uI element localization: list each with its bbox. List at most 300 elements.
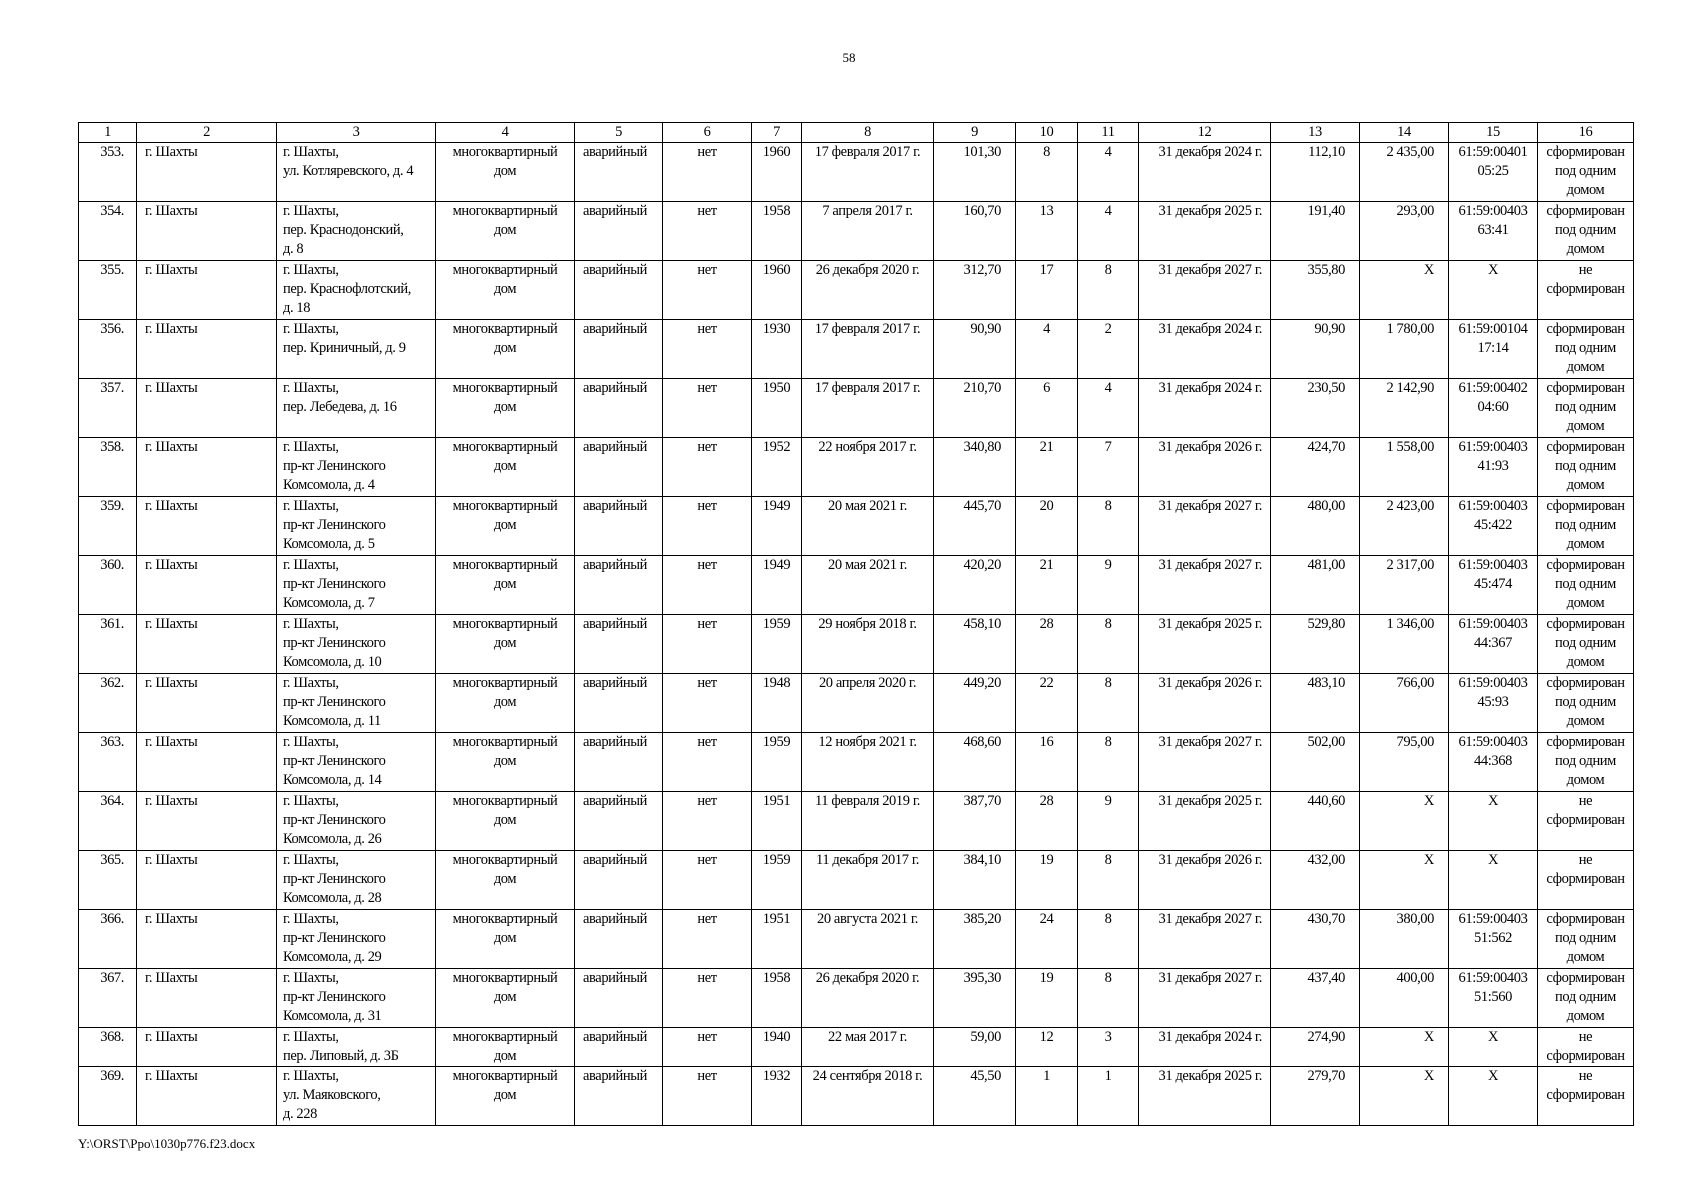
build-year: 1949	[752, 497, 802, 556]
address	[277, 1028, 436, 1067]
building-type-line: дом	[493, 1048, 517, 1064]
header-row	[79, 123, 1634, 143]
column-header-3: 3	[277, 123, 436, 143]
column-header-16: 16	[1538, 123, 1634, 143]
resettlement-deadline: 31 декабря 2025 г.	[1139, 202, 1271, 261]
building-type	[436, 851, 575, 910]
cadastral-number	[1449, 1067, 1538, 1126]
building-type-line: дом	[493, 281, 517, 297]
col-6-value: нет	[663, 202, 752, 261]
condition: аварийный	[575, 1028, 663, 1067]
column-header-8: 8	[802, 123, 934, 143]
resettlement-deadline: 31 декабря 2025 г.	[1139, 1067, 1271, 1126]
address-line: пер. Лебедева, д. 16	[283, 399, 397, 415]
col-6-value: нет	[663, 320, 752, 379]
col-10-value: 8	[1016, 143, 1078, 202]
col-9-value: 160,70	[934, 202, 1016, 261]
cadastral-number-line: 61:59:00403	[1458, 734, 1528, 750]
address	[277, 261, 436, 320]
row-number: 369.	[79, 1067, 137, 1126]
cadastral-number-line: 61:59:00401	[1458, 144, 1528, 160]
address-line: ул. Котляревского, д. 4	[283, 163, 414, 179]
col-13-value: 432,00	[1271, 851, 1360, 910]
col-9-value: 420,20	[934, 556, 1016, 615]
col-6-value: нет	[663, 792, 752, 851]
building-type-line: многоквартирный	[452, 262, 558, 278]
land-status-line: сформирован	[1546, 557, 1625, 573]
land-status-line: домом	[1566, 241, 1605, 257]
table-row	[79, 969, 1634, 1028]
table-body	[79, 143, 1634, 1126]
municipality: г. Шахты	[137, 320, 277, 379]
resettlement-deadline: 31 декабря 2027 г.	[1139, 910, 1271, 969]
col-13-value: 430,70	[1271, 910, 1360, 969]
condition: аварийный	[575, 792, 663, 851]
land-status-line: под одним	[1555, 989, 1616, 1005]
col-9-value: 340,80	[934, 438, 1016, 497]
table-row	[79, 438, 1634, 497]
building-type-line: многоквартирный	[452, 380, 558, 396]
row-number: 358.	[79, 438, 137, 497]
address-line: г. Шахты,	[283, 852, 339, 868]
col-14-value: 795,00	[1360, 733, 1449, 792]
resettlement-deadline: 31 декабря 2027 г.	[1139, 497, 1271, 556]
cadastral-number-line: 45:474	[1474, 576, 1512, 592]
col-6-value: нет	[663, 1067, 752, 1126]
land-status-line: не	[1578, 793, 1593, 809]
municipality: г. Шахты	[137, 1028, 277, 1067]
row-number: 365.	[79, 851, 137, 910]
land-status-line: под одним	[1555, 458, 1616, 474]
row-number: 354.	[79, 202, 137, 261]
building-type-line: многоквартирный	[452, 852, 558, 868]
resettlement-deadline: 31 декабря 2027 г.	[1139, 969, 1271, 1028]
address-line: пр-кт Ленинского	[283, 812, 386, 828]
col-6-value: нет	[663, 497, 752, 556]
cadastral-number-line: 61:59:00403	[1458, 911, 1528, 927]
address	[277, 851, 436, 910]
resettlement-deadline: 31 декабря 2026 г.	[1139, 438, 1271, 497]
table-row	[79, 792, 1634, 851]
land-status-line: сформирован	[1546, 871, 1625, 887]
condition: аварийный	[575, 320, 663, 379]
recognition-date: 12 ноября 2021 г.	[802, 733, 934, 792]
build-year: 1950	[752, 379, 802, 438]
land-status-line: домом	[1566, 536, 1605, 552]
address-line: Комсомола, д. 5	[283, 536, 375, 552]
address-line: Комсомола, д. 11	[283, 713, 381, 729]
row-number: 357.	[79, 379, 137, 438]
column-header-11: 11	[1078, 123, 1139, 143]
municipality: г. Шахты	[137, 497, 277, 556]
col-9-value: 45,50	[934, 1067, 1016, 1126]
recognition-date: 17 февраля 2017 г.	[802, 320, 934, 379]
municipality: г. Шахты	[137, 969, 277, 1028]
col-10-value: 13	[1016, 202, 1078, 261]
row-number: 355.	[79, 261, 137, 320]
resettlement-deadline: 31 декабря 2026 г.	[1139, 851, 1271, 910]
cadastral-number-line: 63:41	[1477, 222, 1509, 238]
land-status	[1538, 969, 1634, 1028]
column-header-4: 4	[436, 123, 575, 143]
col-6-value: нет	[663, 615, 752, 674]
land-status-line: домом	[1566, 418, 1605, 434]
condition: аварийный	[575, 438, 663, 497]
building-type	[436, 910, 575, 969]
col-14-value: 1 780,00	[1360, 320, 1449, 379]
address	[277, 438, 436, 497]
land-status-line: не	[1578, 1068, 1593, 1084]
col-10-value: 28	[1016, 615, 1078, 674]
col-10-value: 20	[1016, 497, 1078, 556]
building-type-line: дом	[493, 812, 517, 828]
col-11-value: 9	[1078, 792, 1139, 851]
address-line: пер. Криничный, д. 9	[283, 340, 406, 356]
address	[277, 143, 436, 202]
cadastral-number-line: 61:59:00403	[1458, 439, 1528, 455]
address-line: г. Шахты,	[283, 675, 339, 691]
column-header-6: 6	[663, 123, 752, 143]
building-type-line: многоквартирный	[452, 203, 558, 219]
col-11-value: 8	[1078, 851, 1139, 910]
building-type-line: дом	[493, 753, 517, 769]
address	[277, 910, 436, 969]
col-10-value: 28	[1016, 792, 1078, 851]
building-type	[436, 969, 575, 1028]
address-line: д. 8	[283, 241, 304, 257]
building-type-line: многоквартирный	[452, 616, 558, 632]
row-number: 367.	[79, 969, 137, 1028]
land-status	[1538, 202, 1634, 261]
building-type	[436, 733, 575, 792]
address	[277, 792, 436, 851]
building-type-line: дом	[493, 399, 517, 415]
building-type	[436, 1028, 575, 1067]
building-type	[436, 143, 575, 202]
footer-file-path: Y:\ORST\Ppo\1030p776.f23.docx	[78, 1136, 256, 1151]
land-status-line: под одним	[1555, 753, 1616, 769]
col-13-value: 191,40	[1271, 202, 1360, 261]
address-line: г. Шахты,	[283, 144, 339, 160]
building-type-line: дом	[493, 871, 517, 887]
col-13-value: 279,70	[1271, 1067, 1360, 1126]
address-line: г. Шахты,	[283, 557, 339, 573]
address	[277, 969, 436, 1028]
condition: аварийный	[575, 1067, 663, 1126]
cadastral-number-line: 04:60	[1477, 399, 1509, 415]
col-14-value: 380,00	[1360, 910, 1449, 969]
recognition-date: 20 августа 2021 г.	[802, 910, 934, 969]
col-10-value: 17	[1016, 261, 1078, 320]
cadastral-number-line: 51:562	[1474, 930, 1512, 946]
address-line: пр-кт Ленинского	[283, 871, 386, 887]
resettlement-deadline: 31 декабря 2024 г.	[1139, 1028, 1271, 1067]
row-number: 360.	[79, 556, 137, 615]
col-6-value: нет	[663, 851, 752, 910]
municipality: г. Шахты	[137, 261, 277, 320]
col-11-value: 8	[1078, 674, 1139, 733]
building-type	[436, 379, 575, 438]
building-type-line: многоквартирный	[452, 1068, 558, 1084]
cadastral-number-line: 61:59:00403	[1458, 616, 1528, 632]
col-10-value: 21	[1016, 556, 1078, 615]
col-13-value: 274,90	[1271, 1028, 1360, 1067]
address-line: пр-кт Ленинского	[283, 517, 386, 533]
land-status-line: не	[1578, 1029, 1593, 1045]
building-type	[436, 202, 575, 261]
address-line: г. Шахты,	[283, 1068, 339, 1084]
land-status	[1538, 497, 1634, 556]
col-11-value: 8	[1078, 261, 1139, 320]
recognition-date: 17 февраля 2017 г.	[802, 143, 934, 202]
cadastral-number-line: X	[1487, 852, 1499, 868]
resettlement-deadline: 31 декабря 2025 г.	[1139, 792, 1271, 851]
col-13-value: 355,80	[1271, 261, 1360, 320]
recognition-date: 26 декабря 2020 г.	[802, 969, 934, 1028]
condition: аварийный	[575, 674, 663, 733]
col-11-value: 8	[1078, 733, 1139, 792]
col-11-value: 8	[1078, 497, 1139, 556]
land-status-line: сформирован	[1546, 812, 1625, 828]
cadastral-number-line: 45:93	[1477, 694, 1509, 710]
address-line: д. 228	[283, 1106, 317, 1122]
cadastral-number-line: X	[1487, 793, 1499, 809]
cadastral-number-line: X	[1487, 1029, 1499, 1045]
building-type-line: дом	[493, 989, 517, 1005]
address	[277, 202, 436, 261]
table-row	[79, 615, 1634, 674]
cadastral-number	[1449, 379, 1538, 438]
col-13-value: 481,00	[1271, 556, 1360, 615]
address-line: д. 18	[283, 300, 311, 316]
land-status-line: домом	[1566, 654, 1605, 670]
land-status	[1538, 320, 1634, 379]
recognition-date: 20 апреля 2020 г.	[802, 674, 934, 733]
recognition-date: 22 мая 2017 г.	[802, 1028, 934, 1067]
col-6-value: нет	[663, 379, 752, 438]
land-status-line: домом	[1566, 949, 1605, 965]
col-10-value: 24	[1016, 910, 1078, 969]
col-6-value: нет	[663, 674, 752, 733]
land-status-line: домом	[1566, 595, 1605, 611]
building-type-line: дом	[493, 635, 517, 651]
col-9-value: 458,10	[934, 615, 1016, 674]
build-year: 1959	[752, 615, 802, 674]
col-11-value: 2	[1078, 320, 1139, 379]
column-header-13: 13	[1271, 123, 1360, 143]
land-status-line: домом	[1566, 1008, 1605, 1024]
municipality: г. Шахты	[137, 143, 277, 202]
col-14-value: 2 435,00	[1360, 143, 1449, 202]
land-status-line: сформирован	[1546, 380, 1625, 396]
address	[277, 320, 436, 379]
municipality: г. Шахты	[137, 910, 277, 969]
col-11-value: 3	[1078, 1028, 1139, 1067]
address-line: Комсомола, д. 4	[283, 477, 375, 493]
building-type-line: дом	[493, 576, 517, 592]
recognition-date: 20 мая 2021 г.	[802, 556, 934, 615]
building-type-line: многоквартирный	[452, 734, 558, 750]
build-year: 1958	[752, 969, 802, 1028]
recognition-date: 17 февраля 2017 г.	[802, 379, 934, 438]
col-10-value: 19	[1016, 969, 1078, 1028]
col-6-value: нет	[663, 556, 752, 615]
building-type	[436, 615, 575, 674]
land-status-line: под одним	[1555, 517, 1616, 533]
land-status-line: домом	[1566, 359, 1605, 375]
column-header-15: 15	[1449, 123, 1538, 143]
col-13-value: 112,10	[1271, 143, 1360, 202]
address-line: пр-кт Ленинского	[283, 753, 386, 769]
address-line: Комсомола, д. 29	[283, 949, 382, 965]
col-11-value: 4	[1078, 379, 1139, 438]
cadastral-number	[1449, 910, 1538, 969]
land-status-line: сформирован	[1546, 970, 1625, 986]
address-line: пр-кт Ленинского	[283, 930, 386, 946]
col-10-value: 19	[1016, 851, 1078, 910]
cadastral-number-line: 51:560	[1474, 989, 1512, 1005]
land-status-line: сформирован	[1546, 498, 1625, 514]
cadastral-number-line: 61:59:00403	[1458, 675, 1528, 691]
recognition-date: 11 февраля 2019 г.	[802, 792, 934, 851]
address-line: г. Шахты,	[283, 970, 339, 986]
address	[277, 615, 436, 674]
land-status	[1538, 615, 1634, 674]
col-14-value: X	[1360, 792, 1449, 851]
cadastral-number-line: 44:367	[1474, 635, 1512, 651]
building-type-line: многоквартирный	[452, 675, 558, 691]
col-13-value: 480,00	[1271, 497, 1360, 556]
building-type-line: дом	[493, 340, 517, 356]
cadastral-number-line: 61:59:00403	[1458, 970, 1528, 986]
cadastral-number-line: 61:59:00403	[1458, 557, 1528, 573]
building-type-line: многоквартирный	[452, 321, 558, 337]
resettlement-deadline: 31 декабря 2024 г.	[1139, 320, 1271, 379]
col-6-value: нет	[663, 261, 752, 320]
land-status-line: под одним	[1555, 163, 1616, 179]
building-type-line: многоквартирный	[452, 1029, 558, 1045]
cadastral-number-line: 61:59:00104	[1458, 321, 1528, 337]
col-9-value: 210,70	[934, 379, 1016, 438]
col-9-value: 395,30	[934, 969, 1016, 1028]
col-6-value: нет	[663, 969, 752, 1028]
address-line: ул. Маяковского,	[283, 1087, 381, 1103]
address-line: Комсомола, д. 10	[283, 654, 382, 670]
cadastral-number	[1449, 969, 1538, 1028]
build-year: 1949	[752, 556, 802, 615]
recognition-date: 11 декабря 2017 г.	[802, 851, 934, 910]
municipality: г. Шахты	[137, 379, 277, 438]
recognition-date: 29 ноября 2018 г.	[802, 615, 934, 674]
condition: аварийный	[575, 261, 663, 320]
row-number: 353.	[79, 143, 137, 202]
recognition-date: 22 ноября 2017 г.	[802, 438, 934, 497]
condition: аварийный	[575, 733, 663, 792]
condition: аварийный	[575, 143, 663, 202]
build-year: 1960	[752, 143, 802, 202]
table-row	[79, 1028, 1634, 1067]
building-type-line: дом	[493, 930, 517, 946]
col-9-value: 387,70	[934, 792, 1016, 851]
condition: аварийный	[575, 202, 663, 261]
address-line: г. Шахты,	[283, 734, 339, 750]
building-type-line: многоквартирный	[452, 439, 558, 455]
build-year: 1958	[752, 202, 802, 261]
col-14-value: X	[1360, 1028, 1449, 1067]
col-6-value: нет	[663, 733, 752, 792]
resettlement-deadline: 31 декабря 2024 г.	[1139, 143, 1271, 202]
build-year: 1959	[752, 733, 802, 792]
address-line: г. Шахты,	[283, 498, 339, 514]
cadastral-number-line: 41:93	[1477, 458, 1509, 474]
address-line: г. Шахты,	[283, 616, 339, 632]
cadastral-number	[1449, 320, 1538, 379]
land-status-line: домом	[1566, 182, 1605, 198]
cadastral-number-line: 44:368	[1474, 753, 1512, 769]
build-year: 1951	[752, 792, 802, 851]
land-status-line: под одним	[1555, 222, 1616, 238]
municipality: г. Шахты	[137, 851, 277, 910]
address-line: г. Шахты,	[283, 911, 339, 927]
land-status-line: не	[1578, 262, 1593, 278]
cadastral-number	[1449, 851, 1538, 910]
land-status-line: сформирован	[1546, 1087, 1625, 1103]
land-status-line: под одним	[1555, 930, 1616, 946]
table-row	[79, 320, 1634, 379]
col-11-value: 9	[1078, 556, 1139, 615]
address-line: г. Шахты,	[283, 793, 339, 809]
col-14-value: 1 346,00	[1360, 615, 1449, 674]
recognition-date: 24 сентября 2018 г.	[802, 1067, 934, 1126]
land-status	[1538, 733, 1634, 792]
address	[277, 1067, 436, 1126]
condition: аварийный	[575, 497, 663, 556]
cadastral-number	[1449, 438, 1538, 497]
address-line: г. Шахты,	[283, 321, 339, 337]
column-header-10: 10	[1016, 123, 1078, 143]
cadastral-number-line: 61:59:00403	[1458, 203, 1528, 219]
table-row	[79, 261, 1634, 320]
col-9-value: 468,60	[934, 733, 1016, 792]
land-status	[1538, 851, 1634, 910]
municipality: г. Шахты	[137, 792, 277, 851]
condition: аварийный	[575, 969, 663, 1028]
land-status-line: сформирован	[1546, 321, 1625, 337]
address-line: пр-кт Ленинского	[283, 694, 386, 710]
building-type-line: дом	[493, 694, 517, 710]
col-14-value: 293,00	[1360, 202, 1449, 261]
resettlement-deadline: 31 декабря 2027 г.	[1139, 733, 1271, 792]
resettlement-deadline: 31 декабря 2027 г.	[1139, 261, 1271, 320]
address-line: г. Шахты,	[283, 262, 339, 278]
building-type-line: многоквартирный	[452, 498, 558, 514]
col-6-value: нет	[663, 910, 752, 969]
col-6-value: нет	[663, 143, 752, 202]
municipality: г. Шахты	[137, 202, 277, 261]
municipality: г. Шахты	[137, 674, 277, 733]
address	[277, 733, 436, 792]
row-number: 368.	[79, 1028, 137, 1067]
col-9-value: 90,90	[934, 320, 1016, 379]
col-11-value: 8	[1078, 969, 1139, 1028]
cadastral-number	[1449, 674, 1538, 733]
condition: аварийный	[575, 851, 663, 910]
col-13-value: 424,70	[1271, 438, 1360, 497]
land-status-line: сформирован	[1546, 734, 1625, 750]
recognition-date: 26 декабря 2020 г.	[802, 261, 934, 320]
build-year: 1930	[752, 320, 802, 379]
municipality: г. Шахты	[137, 615, 277, 674]
